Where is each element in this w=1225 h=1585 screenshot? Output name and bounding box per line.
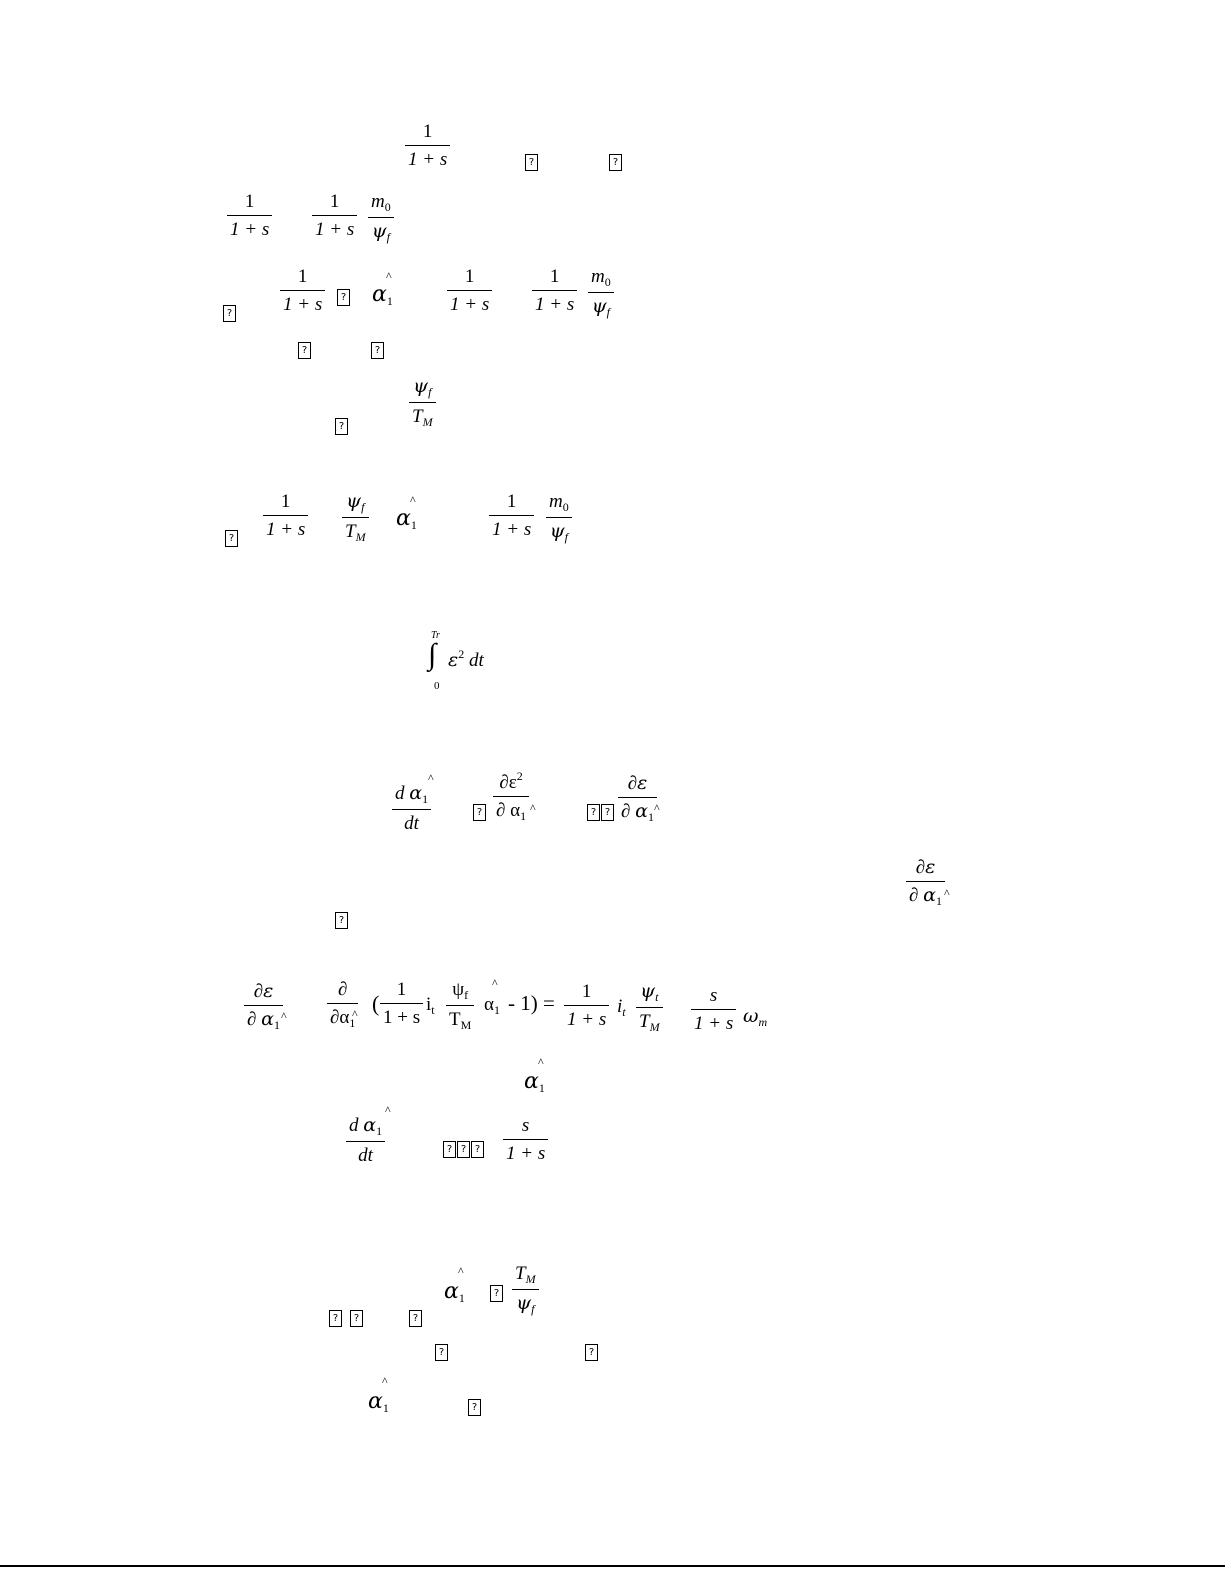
- alpha-1-upright: $\alpha_1$: [484, 994, 500, 1017]
- current-i-t: $i_t$: [426, 994, 435, 1017]
- fraction-1-over-1-plus-s: [564, 980, 609, 1031]
- numerator: $\psi_t$: [640, 980, 659, 1004]
- fraction-psi-f-over-TM-upright: [446, 978, 474, 1033]
- fraction-bar: [532, 290, 577, 291]
- missing-glyph: ?: [298, 342, 311, 359]
- numerator: $\psi_f$: [452, 979, 469, 1002]
- fraction-partial-eps-sq-over-partial-alpha: [493, 768, 529, 824]
- denominator: 1 + s: [567, 1009, 607, 1030]
- fraction-1-over-1-plus-s: [227, 190, 272, 241]
- denominator: $\psi_f$: [516, 1292, 535, 1316]
- numerator: d $\alpha_1$: [349, 1114, 383, 1138]
- missing-glyph: ?: [329, 1310, 342, 1327]
- hat-accent: ^: [352, 1007, 358, 1021]
- fraction-1-over-1-plus-s: [532, 265, 577, 316]
- fraction-bar: [489, 515, 534, 516]
- hat-accent: ^: [944, 886, 950, 900]
- denominator: 1 + s: [450, 294, 490, 315]
- alpha-1-symbol: $\alpha_1$: [372, 282, 393, 308]
- denominator: ∂ $\alpha_1$: [909, 884, 942, 908]
- numerator: $\psi_f$: [413, 375, 432, 399]
- fraction-bar: [227, 215, 272, 216]
- denominator: $\partial\alpha_1$: [330, 1007, 356, 1030]
- hat-accent: ^: [281, 1009, 287, 1023]
- fraction-bar: [409, 402, 436, 403]
- alpha-1-symbol: $\alpha_1$: [444, 1279, 465, 1305]
- hat-accent: ^: [654, 801, 660, 815]
- hat-accent: ^: [382, 1374, 388, 1388]
- fraction-bar: [906, 881, 945, 882]
- numerator: $\partial\varepsilon^2$: [499, 769, 523, 793]
- hat-accent: ^: [458, 1264, 464, 1278]
- fraction-bar: [392, 809, 431, 810]
- numerator: s: [521, 1115, 530, 1136]
- fraction-bar: [327, 1003, 358, 1004]
- denominator: 1 + s: [283, 294, 323, 315]
- fraction-1-over-1-plus-s: [280, 265, 325, 316]
- missing-glyph: ?: [371, 342, 384, 359]
- current-i-t-italic: $i_t$: [617, 996, 626, 1019]
- fraction-bar: [405, 145, 450, 146]
- fraction-partial-eps-over-partial-alpha: [906, 856, 945, 909]
- denominator: $T_M$: [639, 1011, 660, 1034]
- omega-m: $\omega_m$: [743, 1005, 768, 1029]
- fraction-bar: [380, 1003, 423, 1004]
- fraction-bar: [546, 517, 572, 518]
- fraction-bar: [368, 217, 394, 218]
- numerator: $m_0$: [549, 491, 569, 514]
- denominator: 1 + s: [535, 294, 575, 315]
- fraction-bar: [342, 517, 369, 518]
- missing-glyph: ?: [335, 912, 348, 929]
- numerator: s: [709, 985, 718, 1006]
- denominator: 1 + s: [383, 1007, 421, 1028]
- missing-glyph: ?: [435, 1344, 448, 1361]
- hat-accent: ^: [386, 269, 392, 283]
- fraction-bar: [503, 1139, 548, 1140]
- fraction-bar: [636, 1007, 663, 1008]
- fraction-bar: [512, 1289, 539, 1290]
- page-bottom-rule: [0, 1565, 1225, 1567]
- denominator: $\psi_f$: [371, 220, 390, 244]
- missing-glyph: ?: [585, 1344, 598, 1361]
- numerator: 1: [297, 266, 308, 287]
- fraction-m0-over-psi-f: [588, 265, 614, 320]
- denominator: 1 + s: [230, 219, 270, 240]
- numerator: $m_0$: [371, 191, 391, 214]
- denominator: $\psi_f$: [549, 520, 568, 544]
- denominator: 1 + s: [315, 219, 355, 240]
- numerator: $m_0$: [591, 266, 611, 289]
- missing-glyph: ?: [468, 1399, 481, 1416]
- hat-accent: ^: [538, 1055, 544, 1069]
- denominator: $T_M$: [412, 406, 433, 429]
- hat-accent: ^: [428, 771, 434, 785]
- fraction-bar: [446, 1005, 474, 1006]
- missing-glyph: ?: [409, 1310, 422, 1327]
- missing-glyph: ?: [609, 154, 622, 171]
- denominator: 1 + s: [266, 519, 306, 540]
- denominator: $\psi_f$: [591, 295, 610, 319]
- integrand-epsilon-squared-dt: $\varepsilon^2$ dt: [448, 647, 484, 671]
- missing-glyph: ?: [350, 1310, 363, 1327]
- fraction-d-alpha-over-dt: [392, 782, 431, 835]
- denominator: dt: [404, 813, 419, 834]
- missing-glyph: ?: [471, 1141, 484, 1158]
- fraction-1-over-1-plus-s: [489, 490, 534, 541]
- numerator: 1: [581, 981, 592, 1002]
- fraction-psi-f-over-TM: [342, 490, 369, 545]
- fraction-bar: [618, 797, 657, 798]
- numerator: $T_M$: [515, 1263, 536, 1286]
- hat-accent: ^: [492, 976, 498, 990]
- denominator: dt: [358, 1145, 373, 1166]
- fraction-psi-f-over-TM: [409, 375, 436, 430]
- fraction-s-over-1-plus-s: [503, 1114, 548, 1165]
- numerator: ∂ε: [253, 980, 274, 1002]
- integral-upper-limit: Tr: [431, 630, 440, 641]
- fraction-partial-eps-over-partial-alpha: [244, 980, 283, 1033]
- numerator: ∂: [337, 979, 348, 1000]
- numerator: 1: [549, 266, 560, 287]
- numerator: $\psi_f$: [346, 490, 365, 514]
- fraction-m0-over-psi-f: [368, 190, 394, 245]
- fraction-partial-over-partial-alpha: [327, 978, 358, 1031]
- open-paren: (: [372, 991, 380, 1016]
- numerator: ∂ε: [915, 856, 936, 878]
- fraction-partial-eps-over-partial-alpha: [618, 772, 657, 825]
- alpha-1-symbol: $\alpha_1$: [524, 1069, 545, 1095]
- missing-glyph: ?: [587, 804, 600, 821]
- fraction-TM-over-psi-f: [512, 1262, 539, 1317]
- fraction-bar: [588, 292, 614, 293]
- fraction-psi-t-over-TM: [636, 980, 663, 1035]
- fraction-1-over-1-plus-s: [405, 120, 450, 171]
- fraction-bar: [263, 515, 308, 516]
- denominator: $T_M$: [449, 1009, 472, 1032]
- denominator: 1 + s: [492, 519, 532, 540]
- numerator: d $\alpha_1$: [395, 782, 429, 806]
- numerator: 1: [464, 266, 475, 287]
- missing-glyph: ?: [525, 154, 538, 171]
- missing-glyph: ?: [443, 1141, 456, 1158]
- fraction-1-over-1-plus-s-upright: [380, 978, 423, 1029]
- minus-one-equals: - 1) =: [508, 991, 555, 1015]
- numerator: 1: [244, 191, 255, 212]
- fraction-bar: [346, 1141, 385, 1142]
- integral-lower-limit: 0: [434, 680, 440, 692]
- fraction-1-over-1-plus-s: [263, 490, 308, 541]
- numerator: 1: [506, 491, 517, 512]
- numerator: 1: [280, 491, 291, 512]
- denominator: ∂ $\alpha_1$: [621, 800, 654, 824]
- numerator: 1: [422, 121, 433, 142]
- fraction-d-alpha-over-dt: [346, 1114, 385, 1167]
- fraction-bar: [691, 1009, 736, 1010]
- fraction-1-over-1-plus-s: [447, 265, 492, 316]
- missing-glyph: ?: [335, 418, 348, 435]
- denominator: $T_M$: [345, 521, 366, 544]
- denominator: 1 + s: [506, 1143, 546, 1164]
- alpha-1-symbol: $\alpha_1$: [368, 1389, 389, 1415]
- alpha-1-symbol: $\alpha_1$: [396, 506, 417, 532]
- missing-glyph: ?: [337, 289, 350, 306]
- denominator: 1 + s: [408, 149, 448, 170]
- denominator: ∂ $\alpha_1$: [247, 1008, 280, 1032]
- fraction-m0-over-psi-f: [546, 490, 572, 545]
- missing-glyph: ?: [457, 1141, 470, 1158]
- fraction-bar: [447, 290, 492, 291]
- numerator: 1: [329, 191, 340, 212]
- missing-glyph: ?: [601, 804, 614, 821]
- hat-accent: ^: [530, 801, 536, 815]
- denominator: ∂ $\alpha_1$: [496, 800, 527, 823]
- fraction-bar: [493, 796, 529, 797]
- denominator: 1 + s: [694, 1013, 734, 1034]
- fraction-bar: [312, 215, 357, 216]
- missing-glyph: ?: [490, 1285, 503, 1302]
- hat-accent: ^: [410, 493, 416, 507]
- missing-glyph: ?: [223, 305, 236, 322]
- fraction-1-over-1-plus-s: [312, 190, 357, 241]
- fraction-bar: [280, 290, 325, 291]
- integral-sign: ∫: [428, 638, 437, 671]
- missing-glyph: ?: [473, 804, 486, 821]
- numerator: 1: [396, 979, 407, 1000]
- fraction-bar: [244, 1005, 283, 1006]
- hat-accent: ^: [385, 1103, 391, 1117]
- fraction-s-over-1-plus-s: [691, 984, 736, 1035]
- numerator: ∂ε: [627, 772, 648, 794]
- missing-glyph: ?: [225, 530, 238, 547]
- fraction-bar: [564, 1005, 609, 1006]
